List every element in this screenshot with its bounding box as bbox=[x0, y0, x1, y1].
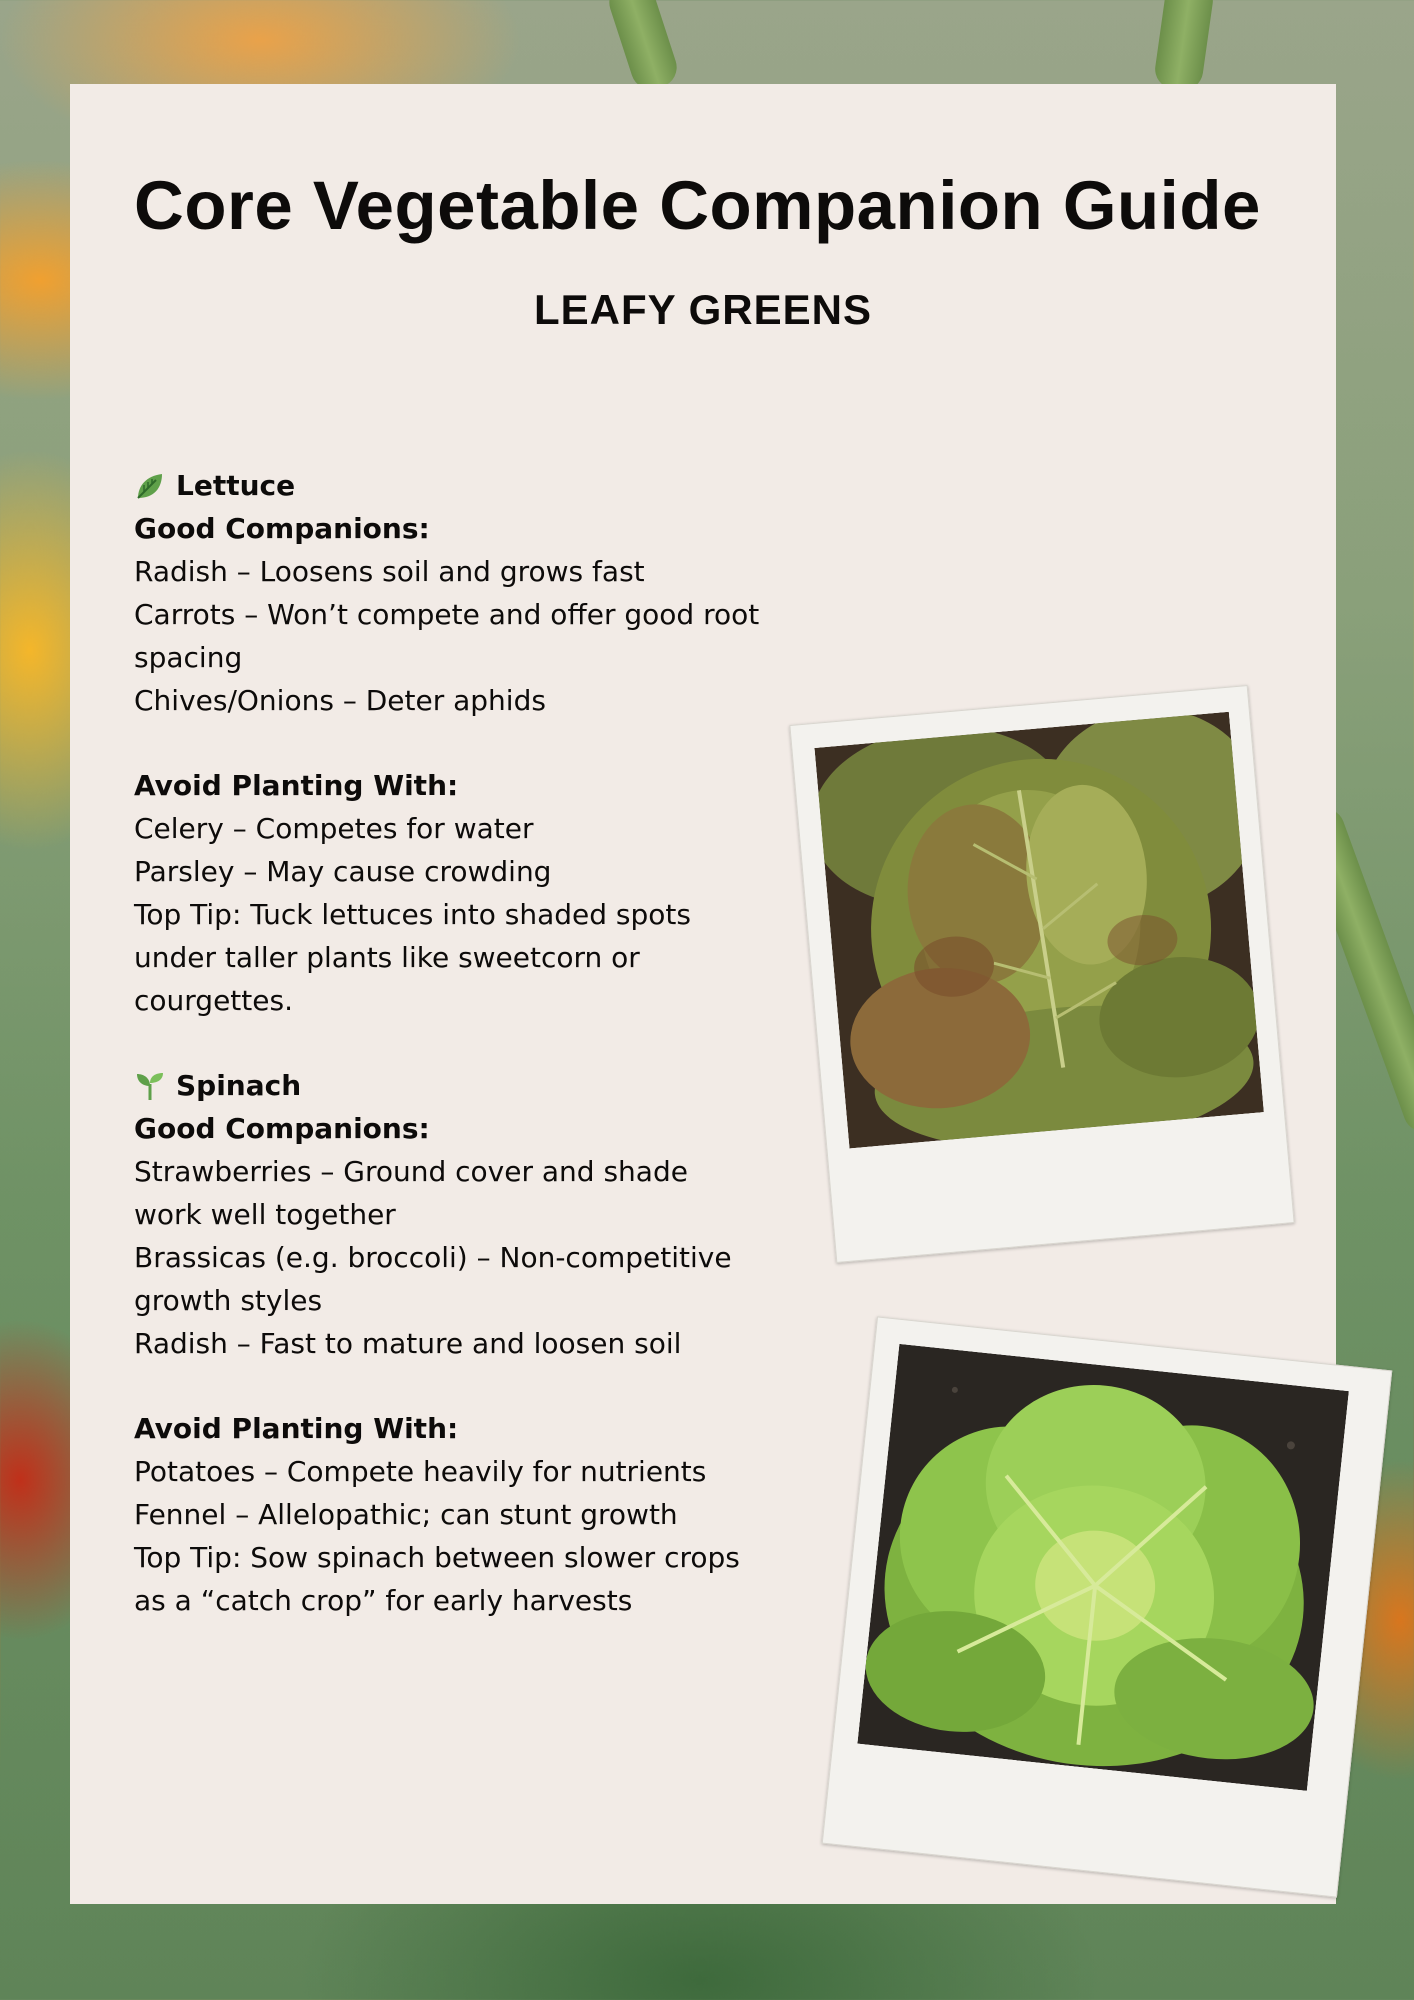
spacer bbox=[134, 722, 764, 764]
plant-name: Lettuce bbox=[176, 469, 296, 502]
background-stem bbox=[604, 0, 682, 94]
companion-item: Carrots – Won’t compete and offer good root spacing bbox=[134, 598, 760, 674]
avoid-item: Celery – Competes for water bbox=[134, 812, 534, 845]
avoid-heading: Avoid Planting With: bbox=[134, 1412, 459, 1445]
lettuce-photo bbox=[814, 712, 1263, 1149]
guide-content bbox=[134, 464, 764, 1622]
companion-item: Radish – Fast to mature and loosen soil bbox=[134, 1327, 682, 1360]
top-tip: Top Tip: Sow spinach between slower crops as a “catch crop” for early harvests bbox=[134, 1541, 740, 1617]
avoid-item: Potatoes – Compete heavily for nutrients bbox=[134, 1455, 707, 1488]
good-companions-heading: Good Companions: bbox=[134, 1112, 430, 1145]
spacer bbox=[134, 1365, 764, 1407]
lettuce-photo-frame bbox=[789, 685, 1294, 1263]
avoid-heading: Avoid Planting With: bbox=[134, 769, 459, 802]
companion-item: Chives/Onions – Deter aphids bbox=[134, 684, 546, 717]
page-title: Core Vegetable Companion Guide bbox=[134, 167, 1261, 244]
avoid-item: Fennel – Allelopathic; can stunt growth bbox=[134, 1498, 678, 1531]
companion-item: Brassicas (e.g. broccoli) – Non-competitive growth styles bbox=[134, 1241, 732, 1317]
spinach-photo bbox=[857, 1344, 1349, 1791]
plant-heading-lettuce bbox=[134, 464, 764, 507]
companion-item: Radish – Loosens soil and grows fast bbox=[134, 555, 645, 588]
companion-item: Strawberries – Ground cover and shade work well together bbox=[134, 1155, 688, 1231]
spinach-photo-frame bbox=[822, 1316, 1393, 1897]
page-subtitle: LEAFY GREENS bbox=[534, 286, 872, 333]
seedling-icon bbox=[134, 1070, 166, 1102]
plant-name: Spinach bbox=[176, 1069, 302, 1102]
background-stem bbox=[1153, 0, 1216, 93]
top-tip: Top Tip: Tuck lettuces into shaded spots under taller plants like sweetcorn or courgettes. bbox=[134, 898, 691, 1017]
plant-heading-spinach bbox=[134, 1064, 764, 1107]
guide-sheet bbox=[70, 84, 1336, 1904]
spacer bbox=[134, 1022, 764, 1064]
avoid-item: Parsley – May cause crowding bbox=[134, 855, 552, 888]
good-companions-heading: Good Companions: bbox=[134, 512, 430, 545]
lettuce-leaf-icon bbox=[134, 470, 166, 502]
